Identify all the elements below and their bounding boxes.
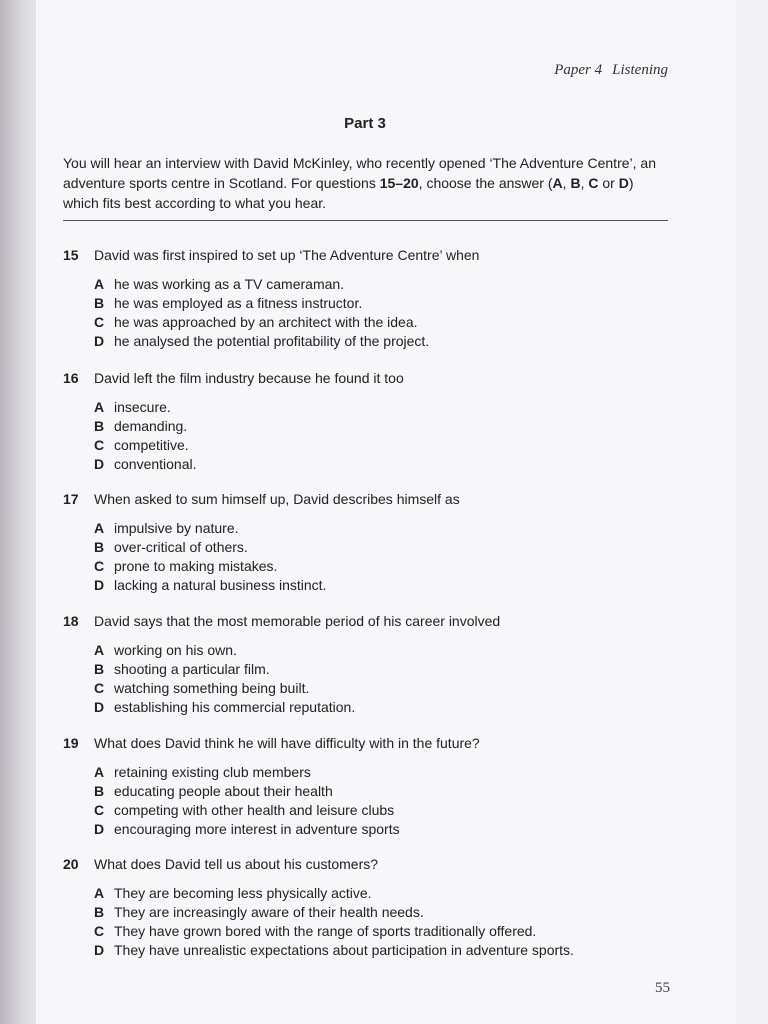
intro-text-1: You will hear an interview with David McKinley, who recently opened ‘The Adventure Centre’, an adventure sports centre in Scotland. For questions xyxy=(63,155,656,191)
question-number: 18 xyxy=(63,613,79,629)
option-text: impulsive by nature. xyxy=(114,520,239,536)
option-text: prone to making mistakes. xyxy=(114,558,278,574)
page-header xyxy=(554,62,668,79)
question-stem: David left the film industry because he found it too xyxy=(94,370,404,386)
option-text: educating people about their health xyxy=(114,783,333,799)
option-text: watching something being built. xyxy=(114,680,310,696)
question-stem: What does David tell us about his customers? xyxy=(94,856,379,872)
option-letter: C xyxy=(94,923,105,939)
option-letter: D xyxy=(94,333,105,349)
option-letter: B xyxy=(94,783,105,799)
question-stem: David was first inspired to set up ‘The Adventure Centre’ when xyxy=(94,247,480,263)
option-text: conventional. xyxy=(114,456,197,472)
option-text: They have grown bored with the range of sports traditionally offered. xyxy=(114,923,537,939)
option-text: shooting a particular film. xyxy=(114,661,270,677)
option-letter: C xyxy=(94,437,105,453)
option-letter: D xyxy=(94,456,105,472)
option-letter: B xyxy=(94,904,105,920)
question-number: 20 xyxy=(63,856,79,872)
question-number: 17 xyxy=(63,491,79,507)
intro-or: or xyxy=(598,175,619,191)
option-text: over-critical of others. xyxy=(114,539,248,555)
option-letter: B xyxy=(94,295,105,311)
option-letter: A xyxy=(94,642,105,658)
intro-letter-d: D xyxy=(618,175,629,191)
option-text: retaining existing club members xyxy=(114,764,311,780)
option-letter: C xyxy=(94,558,105,574)
intro-letter-c: C xyxy=(588,175,599,191)
option-text: establishing his commercial reputation. xyxy=(114,699,356,715)
option-text: They have unrealistic expectations about participation in adventure sports. xyxy=(114,942,574,958)
option-text: encouraging more interest in adventure sports xyxy=(114,821,400,837)
option-letter: B xyxy=(94,539,105,555)
intro-text-3: ) which fits best according to what you hear. xyxy=(63,175,634,211)
option-letter: C xyxy=(94,680,105,696)
option-text: competing with other health and leisure clubs xyxy=(114,802,395,818)
option-text: They are becoming less physically active. xyxy=(114,885,372,901)
option-letter: D xyxy=(94,942,105,958)
option-text: demanding. xyxy=(114,418,188,434)
option-text: he was approached by an architect with the idea. xyxy=(114,314,418,330)
divider-rule xyxy=(63,220,668,221)
option-letter: D xyxy=(94,821,105,837)
option-text: he was working as a TV cameraman. xyxy=(114,276,345,292)
option-text: They are increasingly aware of their health needs. xyxy=(114,904,424,920)
option-letter: B xyxy=(94,418,105,434)
option-letter: C xyxy=(94,802,105,818)
question-number: 15 xyxy=(63,247,79,263)
question-stem: What does David think he will have difficulty with in the future? xyxy=(94,735,480,751)
option-text: insecure. xyxy=(114,399,171,415)
intro-instructions xyxy=(63,153,673,213)
option-letter: A xyxy=(94,276,105,292)
option-text: working on his own. xyxy=(114,642,237,658)
question-number: 19 xyxy=(63,735,79,751)
question-stem: When asked to sum himself up, David describes himself as xyxy=(94,491,460,507)
option-text: competitive. xyxy=(114,437,189,453)
intro-question-range: 15–20 xyxy=(379,175,419,191)
intro-comma-2: , xyxy=(580,175,589,191)
option-letter: A xyxy=(94,520,105,536)
question-number: 16 xyxy=(63,370,79,386)
page-number: 55 xyxy=(655,980,670,996)
intro-letter-b: B xyxy=(570,175,581,191)
intro-text-2: , choose the answer ( xyxy=(418,175,553,191)
option-letter: A xyxy=(94,885,105,901)
intro-comma-1: , xyxy=(562,175,571,191)
option-letter: A xyxy=(94,399,105,415)
option-letter: B xyxy=(94,661,105,677)
part-title: Part 3 xyxy=(344,115,386,132)
option-text: he was employed as a fitness instructor. xyxy=(114,295,363,311)
option-letter: A xyxy=(94,764,105,780)
option-text: he analysed the potential profitability of the project. xyxy=(114,333,430,349)
intro-letter-a: A xyxy=(552,175,563,191)
option-letter: C xyxy=(94,314,105,330)
option-letter: D xyxy=(94,577,105,593)
option-text: lacking a natural business instinct. xyxy=(114,577,327,593)
question-stem: David says that the most memorable period of his career involved xyxy=(94,613,501,629)
header-paper: Paper 4 xyxy=(554,62,603,78)
option-letter: D xyxy=(94,699,105,715)
header-section: Listening xyxy=(612,62,668,78)
